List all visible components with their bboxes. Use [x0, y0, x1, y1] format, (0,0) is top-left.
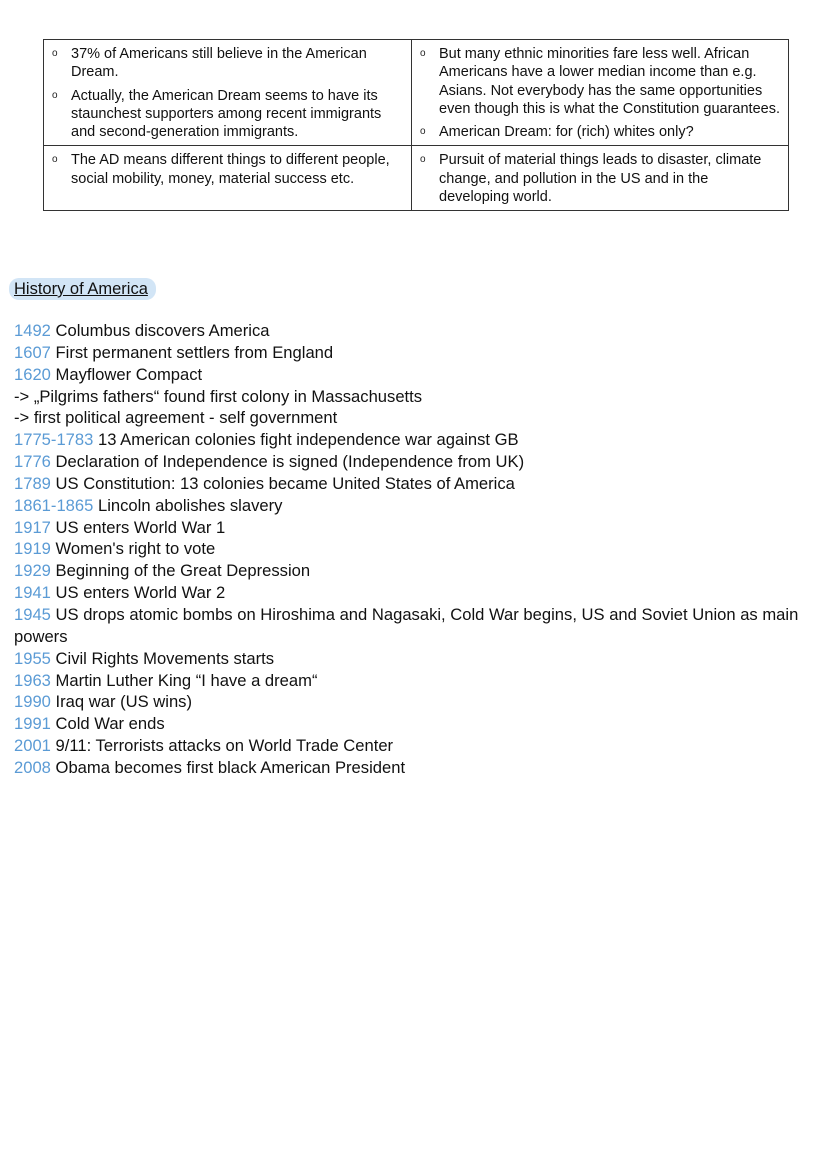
- timeline-text: Mayflower Compact: [50, 364, 203, 384]
- timeline-entry: [14, 473, 814, 495]
- timeline-text: Martin Luther King “I have a dream“: [50, 670, 318, 690]
- timeline-text: Obama becomes first black American President: [50, 757, 406, 777]
- bullet-item: [50, 151, 405, 188]
- timeline-text: Iraq war (US wins): [50, 692, 192, 712]
- table-cell-left: [44, 40, 412, 146]
- timeline-text: Declaration of Independence is signed (Independence from UK): [50, 452, 525, 472]
- american-dream-table: [43, 39, 789, 211]
- timeline-text: Columbus discovers America: [50, 321, 270, 340]
- bullet-item: [418, 45, 782, 118]
- timeline-year: 1945: [14, 604, 51, 624]
- bullet-text: American Dream: for (rich) whites only?: [439, 124, 694, 141]
- timeline-year: 1620: [14, 364, 51, 384]
- timeline-year: 1955: [14, 648, 51, 668]
- timeline-entry: [14, 517, 814, 539]
- timeline-entry: [14, 364, 814, 386]
- bullet-item: [418, 123, 782, 141]
- bullet-text: But many ethnic minorities fare less well. African Americans have a lower median income than e.g. Asians. Not everybody has the same opportunities even though this is what the Constitution guarantees.: [439, 46, 780, 117]
- timeline-year: 1607: [14, 342, 51, 362]
- circle-bullet-icon: o: [420, 126, 426, 138]
- table-cell-left: [44, 146, 412, 211]
- timeline-entry: [14, 713, 814, 735]
- circle-bullet-icon: o: [52, 89, 58, 101]
- timeline-year: 1789: [14, 473, 51, 493]
- timeline-text: First permanent settlers from England: [50, 342, 334, 362]
- timeline-text: 9/11: Terrorists attacks on World Trade Center: [50, 736, 394, 756]
- bullet-item: [418, 151, 782, 206]
- timeline-text: US enters World War 2: [50, 583, 226, 603]
- timeline-year: 1492: [14, 321, 51, 340]
- timeline-entry: [14, 320, 814, 342]
- timeline-year: 1919: [14, 539, 51, 559]
- table-cell-right: [412, 146, 789, 211]
- timeline-entry: [14, 757, 814, 779]
- bullet-text: Pursuit of material things leads to disaster, climate change, and pollution in the US and in the developing world.: [439, 152, 762, 206]
- timeline-text: Civil Rights Movements starts: [50, 648, 275, 668]
- timeline-year: 1963: [14, 670, 51, 690]
- timeline-text: Lincoln abolishes slavery: [93, 495, 283, 515]
- timeline-year: 1775-1783: [14, 430, 94, 450]
- timeline-text: Women's right to vote: [50, 539, 216, 559]
- timeline-entry: [14, 451, 814, 473]
- timeline-year: 1990: [14, 692, 51, 712]
- timeline-entry: [14, 407, 814, 429]
- timeline-year: 1929: [14, 561, 51, 581]
- circle-bullet-icon: o: [52, 154, 58, 166]
- timeline-text: US drops atomic bombs on Hiroshima and Nagasaki, Cold War begins, US and Soviet Union as main powers: [14, 604, 799, 646]
- timeline-year: 1861-1865: [14, 495, 94, 515]
- timeline-entry: [14, 429, 814, 451]
- bullet-item: [50, 87, 405, 142]
- timeline-entry: [14, 691, 814, 713]
- bullet-text: Actually, the American Dream seems to have its staunchest supporters among recent immigrants and second-generation immigrants.: [71, 87, 382, 141]
- timeline-text: 13 American colonies fight independence war against GB: [93, 430, 519, 450]
- timeline-year: 1941: [14, 583, 51, 603]
- table-row: [44, 146, 789, 211]
- timeline-text: Beginning of the Great Depression: [50, 561, 311, 581]
- circle-bullet-icon: o: [420, 48, 426, 59]
- timeline-text: -> first political agreement - self government: [14, 408, 338, 428]
- timeline-entry: [14, 604, 814, 648]
- timeline-entry: [14, 735, 814, 757]
- timeline-entry: [14, 582, 814, 604]
- timeline-entry: [14, 670, 814, 692]
- table-body: [44, 40, 789, 211]
- timeline-text: -> „Pilgrims fathers“ found first colony in Massachusetts: [14, 386, 423, 406]
- timeline-year: 2001: [14, 736, 51, 756]
- timeline-entry: [14, 648, 814, 670]
- circle-bullet-icon: o: [52, 48, 58, 59]
- timeline-entry: [14, 538, 814, 560]
- timeline-entry: [14, 495, 814, 517]
- timeline-text: Cold War ends: [50, 714, 165, 734]
- bullet-item: [50, 45, 405, 82]
- timeline-text: US Constitution: 13 colonies became United States of America: [50, 473, 515, 493]
- timeline-year: 1776: [14, 452, 51, 472]
- history-timeline: [14, 320, 814, 779]
- table-row: [44, 40, 789, 146]
- circle-bullet-icon: o: [420, 154, 426, 166]
- timeline-entry: [14, 560, 814, 582]
- bullet-text: The AD means different things to different people, social mobility, money, material success etc.: [71, 152, 390, 187]
- timeline-text: US enters World War 1: [50, 517, 226, 537]
- timeline-year: 1991: [14, 714, 51, 734]
- timeline-entry: [14, 342, 814, 364]
- bullet-text: 37% of Americans still believe in the American Dream.: [71, 46, 367, 81]
- timeline-year: 2008: [14, 757, 51, 777]
- timeline-year: 1917: [14, 517, 51, 537]
- history-heading: History of America: [9, 278, 156, 300]
- timeline-entry: [14, 386, 814, 408]
- table-cell-right: [412, 40, 789, 146]
